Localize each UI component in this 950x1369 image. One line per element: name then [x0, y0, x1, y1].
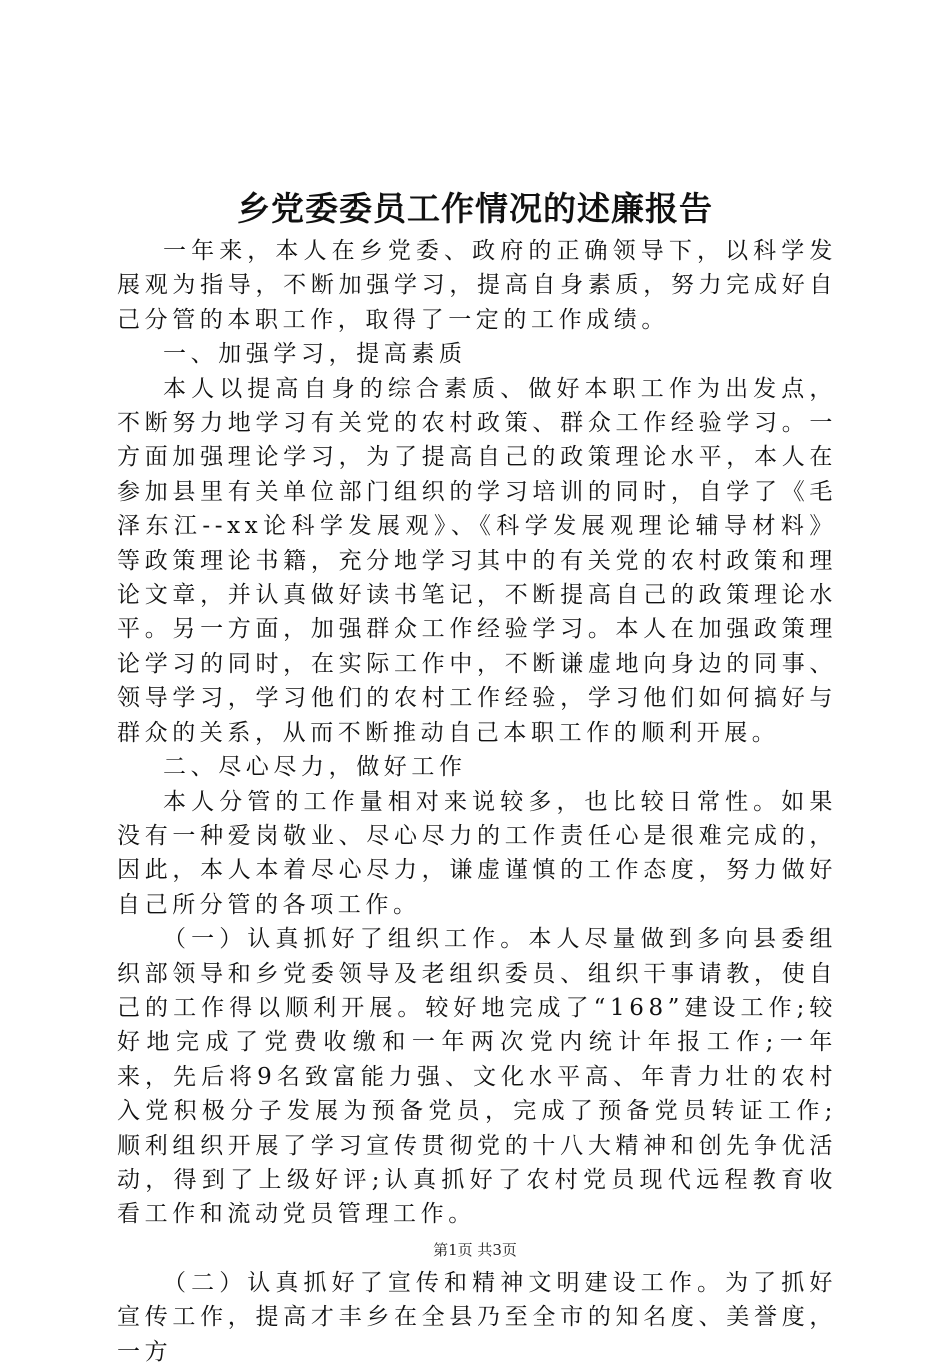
- section-heading-2: 二、尽心尽力，做好工作: [163, 754, 467, 781]
- paragraph-study: 本人以提高自身的综合素质、做好本职工作为出发点，不断努力地学习有关党的农村政策、群众工作经验学习。一方面加强理论学习，为了提高自己的政策理论水平，本人在参加县里有关单位部门组织的学习培训的同时，自学了《毛泽东江--xx论科学发展观》、《科学发展观理论辅导材料》等政策理论书籍，充分地学习其中的有关党的农村政策和理论文章，并认真做好读书笔记，不断提高自己的政策理论水平。另一方面，加强群众工作经验学习。本人在加强政策理论学习的同时，在实际工作中，不断谦虚地向身边的同事、领导学习，学习他们的农村工作经验，学习他们如何搞好与群众的关系，从而不断推动自己本职工作的顺利开展。: [117, 375, 837, 746]
- page-footer: 第1页 共3页: [433, 1241, 517, 1259]
- paragraph-organization: （一）认真抓好了组织工作。本人尽量做到多向县委组织部领导和乡党委领导及老组织委员、组织干事请教，使自己的工作得以顺利开展。较好地完成了“168”建设工作;较好地完成了党费收缴和一年两次党内统计年报工作;一年来，先后将9名致富能力强、文化水平高、年青力壮的农村入党积极分子发展为预备党员，完成了预备党员转证工作;顺利组织开展了学习宣传贯彻党的十八大精神和创先争优活动，得到了上级好评;认真抓好了农村党员现代远程教育收看工作和流动党员管理工作。: [117, 926, 837, 1228]
- paragraph-intro: 一年来，本人在乡党委、政府的正确领导下，以科学发展观为指导，不断加强学习，提高自身素质，努力完成好自己分管的本职工作，取得了一定的工作成绩。: [117, 238, 837, 333]
- paragraph-publicity: （二）认真抓好了宣传和精神文明建设工作。为了抓好宣传工作，提高才丰乡在全县乃至全市的知名度、美誉度，一方: [117, 1269, 837, 1365]
- section-heading-1: 一、加强学习，提高素质: [163, 341, 467, 368]
- document-title: 乡党委委员工作情况的述廉报告: [237, 189, 713, 228]
- document-body: [117, 234, 837, 1369]
- paragraph-work: 本人分管的工作量相对来说较多，也比较日常性。如果没有一种爱岗敬业、尽心尽力的工作责任心是很难完成的，因此，本人本着尽心尽力，谦虚谨慎的工作态度，努力做好自己所分管的各项工作。: [117, 788, 837, 918]
